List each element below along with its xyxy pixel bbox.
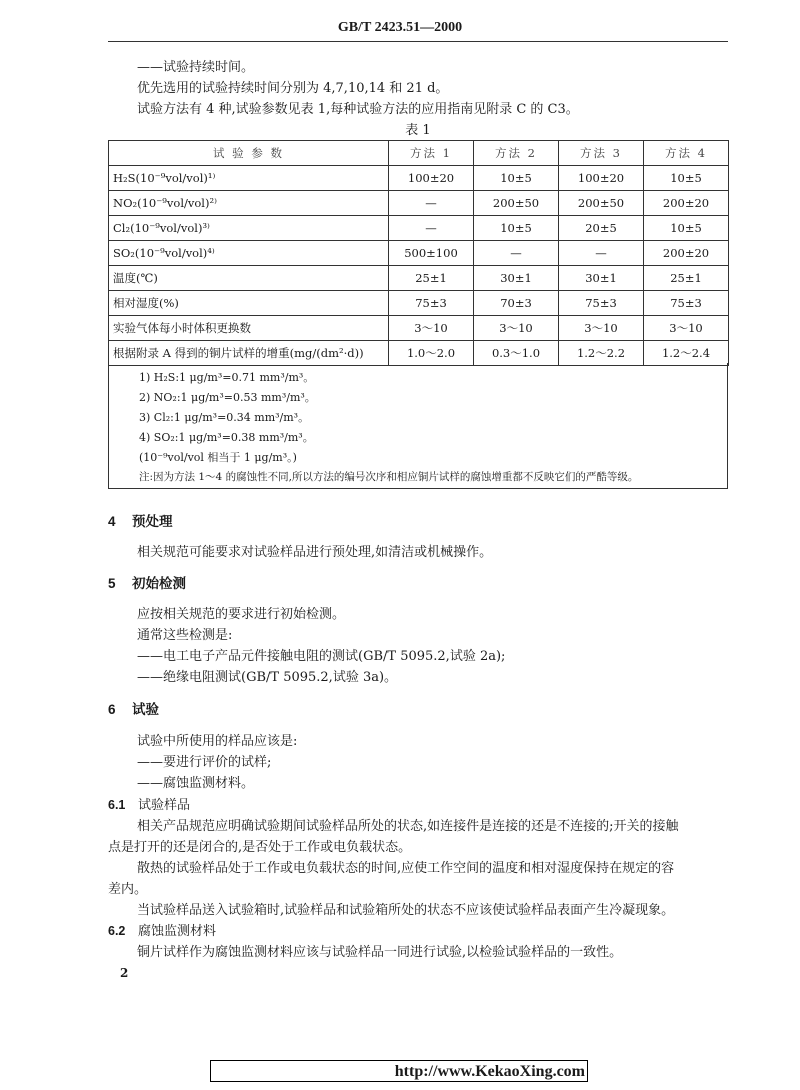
note-4: 4) SO₂:1 μg/m³=0.38 mm³/m³。: [139, 431, 314, 444]
param-cell: SO₂(10⁻⁹vol/vol)⁴⁾: [109, 241, 389, 266]
note-3: 3) Cl₂:1 μg/m³=0.34 mm³/m³。: [139, 411, 310, 424]
note-5: (10⁻⁹vol/vol 相当于 1 μg/m³。): [139, 451, 297, 464]
section-6-1-line-4: 差内。: [108, 882, 148, 897]
header-method-2: 方法 2: [474, 141, 559, 166]
param-cell: 相对湿度(%): [109, 291, 389, 316]
section-6-2-text: 铜片试样作为腐蚀监测材料应该与试验样品一同进行试验,以检验试验样品的一致性。: [137, 945, 623, 960]
section-title: 初始检测: [132, 576, 186, 592]
value-cell: 3～10: [559, 316, 644, 341]
value-cell: —: [389, 216, 474, 241]
intro-line-3: 试验方法有 4 种,试验参数见表 1,每种试验方法的应用指南见附录 C 的 C3。: [137, 102, 579, 117]
section-5-line-2: 通常这些检测是:: [137, 628, 233, 643]
section-6-1-line-3: 散热的试验样品处于工作或电负载状态的时间,应使工作空间的温度和相对湿度保持在规定的容: [137, 861, 675, 876]
param-cell: 温度(℃): [109, 266, 389, 291]
table-row: [109, 216, 729, 241]
value-cell: —: [559, 241, 644, 266]
header-param: 试 验 参 数: [109, 141, 389, 166]
section-4-heading: [108, 510, 173, 530]
table-row: [109, 166, 729, 191]
section-number: 5: [108, 576, 116, 591]
value-cell: 3～10: [644, 316, 729, 341]
section-title: 腐蚀监测材料: [138, 924, 217, 939]
value-cell: 0.3～1.0: [474, 341, 559, 366]
param-cell: NO₂(10⁻⁹vol/vol)²⁾: [109, 191, 389, 216]
value-cell: 25±1: [644, 266, 729, 291]
table-row: [109, 291, 729, 316]
note-2: 2) NO₂:1 μg/m³=0.53 mm³/m³。: [139, 391, 316, 404]
value-cell: 1.0～2.0: [389, 341, 474, 366]
section-5-line-4: ——绝缘电阻测试(GB/T 5095.2,试验 3a)。: [137, 670, 398, 685]
value-cell: 25±1: [389, 266, 474, 291]
header-method-4: 方法 4: [644, 141, 729, 166]
value-cell: 1.2～2.4: [644, 341, 729, 366]
value-cell: 75±3: [644, 291, 729, 316]
param-cell: Cl₂(10⁻⁹vol/vol)³⁾: [109, 216, 389, 241]
section-6-2-heading: [108, 920, 216, 939]
table-row: [109, 241, 729, 266]
section-number: 6: [108, 702, 116, 717]
header-title: GB/T 2423.51—2000: [337, 20, 463, 35]
table-row: [109, 341, 729, 366]
value-cell: 1.2～2.2: [559, 341, 644, 366]
param-cell: H₂S(10⁻⁹vol/vol)¹⁾: [109, 166, 389, 191]
section-number: 6.1: [108, 798, 126, 812]
section-6-1-line-2: 点是打开的还是闭合的,是否处于工作或电负载状态。: [108, 840, 412, 855]
value-cell: 75±3: [389, 291, 474, 316]
value-cell: 200±50: [559, 191, 644, 216]
value-cell: —: [389, 191, 474, 216]
value-cell: 10±5: [474, 166, 559, 191]
table-row: [109, 191, 729, 216]
value-cell: 30±1: [474, 266, 559, 291]
value-cell: 10±5: [644, 166, 729, 191]
value-cell: 500±100: [389, 241, 474, 266]
table-notes: [108, 363, 728, 489]
table-caption: 表 1: [405, 123, 431, 138]
section-title: 预处理: [132, 514, 173, 530]
section-6-1-line-1: 相关产品规范应明确试验期间试验样品所处的状态,如连接件是连接的还是不连接的;开关的接触: [137, 819, 679, 834]
page-number: 2: [120, 966, 129, 980]
value-cell: 3～10: [389, 316, 474, 341]
section-5-heading: [108, 572, 186, 592]
header-method-1: 方法 1: [389, 141, 474, 166]
param-cell: 实验气体每小时体积更换数: [109, 316, 389, 341]
section-5-line-1: 应按相关规范的要求进行初始检测。: [137, 607, 346, 622]
value-cell: 75±3: [559, 291, 644, 316]
value-cell: 10±5: [474, 216, 559, 241]
table-row: [109, 316, 729, 341]
value-cell: 100±20: [389, 166, 474, 191]
header-method-3: 方法 3: [559, 141, 644, 166]
section-title: 试验: [132, 702, 159, 718]
table-header-row: [109, 141, 729, 166]
section-6-1-line-5: 当试验样品送入试验箱时,试验样品和试验箱所处的状态不应该使试验样品表面产生冷凝现象。: [137, 903, 675, 918]
value-cell: 200±20: [644, 241, 729, 266]
value-cell: 20±5: [559, 216, 644, 241]
section-6-line-1: 试验中所使用的样品应该是:: [137, 734, 298, 749]
section-title: 试验样品: [138, 798, 191, 813]
section-number: 6.2: [108, 924, 126, 938]
footer-url[interactable]: http://www.KekaoXing.com: [210, 1060, 588, 1082]
value-cell: —: [474, 241, 559, 266]
value-cell: 200±50: [474, 191, 559, 216]
section-6-heading: [108, 698, 159, 718]
section-number: 4: [108, 514, 116, 529]
parameter-table: [108, 140, 729, 366]
section-6-line-2: ——要进行评价的试样;: [137, 755, 272, 770]
value-cell: 10±5: [644, 216, 729, 241]
header-rule: [108, 41, 728, 42]
value-cell: 200±20: [644, 191, 729, 216]
value-cell: 30±1: [559, 266, 644, 291]
table-row: [109, 266, 729, 291]
value-cell: 70±3: [474, 291, 559, 316]
note-1: 1) H₂S:1 μg/m³=0.71 mm³/m³。: [139, 371, 315, 384]
section-6-line-3: ——腐蚀监测材料。: [137, 776, 255, 791]
section-6-1-heading: [108, 794, 190, 813]
intro-line-1: ——试验持续时间。: [137, 60, 255, 75]
table-footnote: 注:因为方法 1～4 的腐蚀性不同,所以方法的编号次序和相应铜片试样的腐蚀增重都不反映它们的严酷等级。: [139, 471, 639, 483]
section-4-text: 相关规范可能要求对试验样品进行预处理,如清洁或机械操作。: [137, 545, 493, 560]
intro-line-2: 优先选用的试验持续时间分别为 4,7,10,14 和 21 d。: [137, 81, 449, 96]
value-cell: 100±20: [559, 166, 644, 191]
section-5-line-3: ——电工电子产品元件接触电阻的测试(GB/T 5095.2,试验 2a);: [137, 649, 506, 664]
value-cell: 3～10: [474, 316, 559, 341]
param-cell: 根据附录 A 得到的铜片试样的增重(mg/(dm²·d)): [109, 341, 389, 366]
